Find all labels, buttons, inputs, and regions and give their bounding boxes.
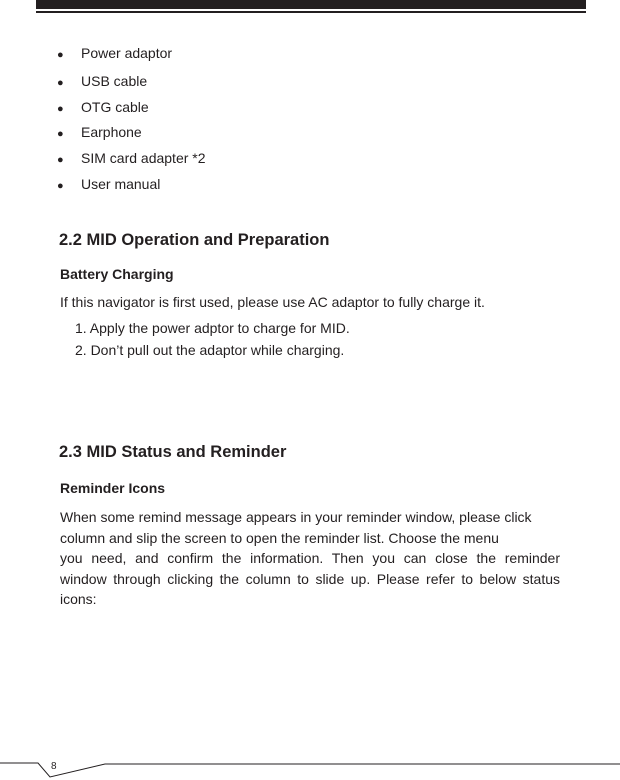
bullet-icon: ●	[57, 128, 64, 140]
reminder-paragraph	[60, 507, 560, 610]
header-rule-thick	[36, 0, 586, 9]
bullet-icon: ●	[57, 180, 64, 192]
section-2-2-heading: 2.2 MID Operation and Preparation	[59, 231, 330, 249]
section-2-3-heading: 2.3 MID Status and Reminder	[59, 443, 287, 461]
list-item: ● Power adaptor	[57, 44, 172, 64]
battery-intro-text: If this navigator is first used, please use AC adaptor to fully charge it.	[60, 294, 485, 310]
charging-step-1: 1. Apply the power adptor to charge for MID.	[75, 320, 350, 336]
paragraph-line: column and slip the screen to open the reminder list. Choose the menu	[60, 529, 499, 546]
paragraph-line: you need, and confirm the information. Then you can close the reminder	[60, 550, 560, 566]
header-rule-thin	[36, 11, 586, 13]
list-item: ● USB cable	[57, 72, 147, 92]
paragraph-line: window through clicking the column to slide up. Please refer to below status	[60, 570, 560, 587]
bullet-icon: ●	[57, 103, 64, 115]
list-item: ● OTG cable	[57, 98, 149, 118]
bullet-icon: ●	[57, 154, 64, 166]
list-item: ● Earphone	[57, 123, 142, 143]
list-item: ● SIM card adapter *2	[57, 149, 206, 169]
footer-rule	[0, 752, 620, 780]
battery-charging-subheading: Battery Charging	[60, 266, 174, 282]
page-number: 8	[51, 761, 57, 772]
bullet-icon: ●	[57, 49, 64, 61]
reminder-icons-subheading: Reminder Icons	[60, 480, 166, 496]
list-item: ● User manual	[57, 175, 160, 195]
charging-step-2: 2. Don’t pull out the adaptor while charging.	[75, 342, 345, 358]
paragraph-line: icons:	[60, 591, 97, 607]
bullet-icon: ●	[57, 77, 64, 89]
paragraph-line: When some remind message appears in your reminder window, please click	[60, 509, 532, 525]
